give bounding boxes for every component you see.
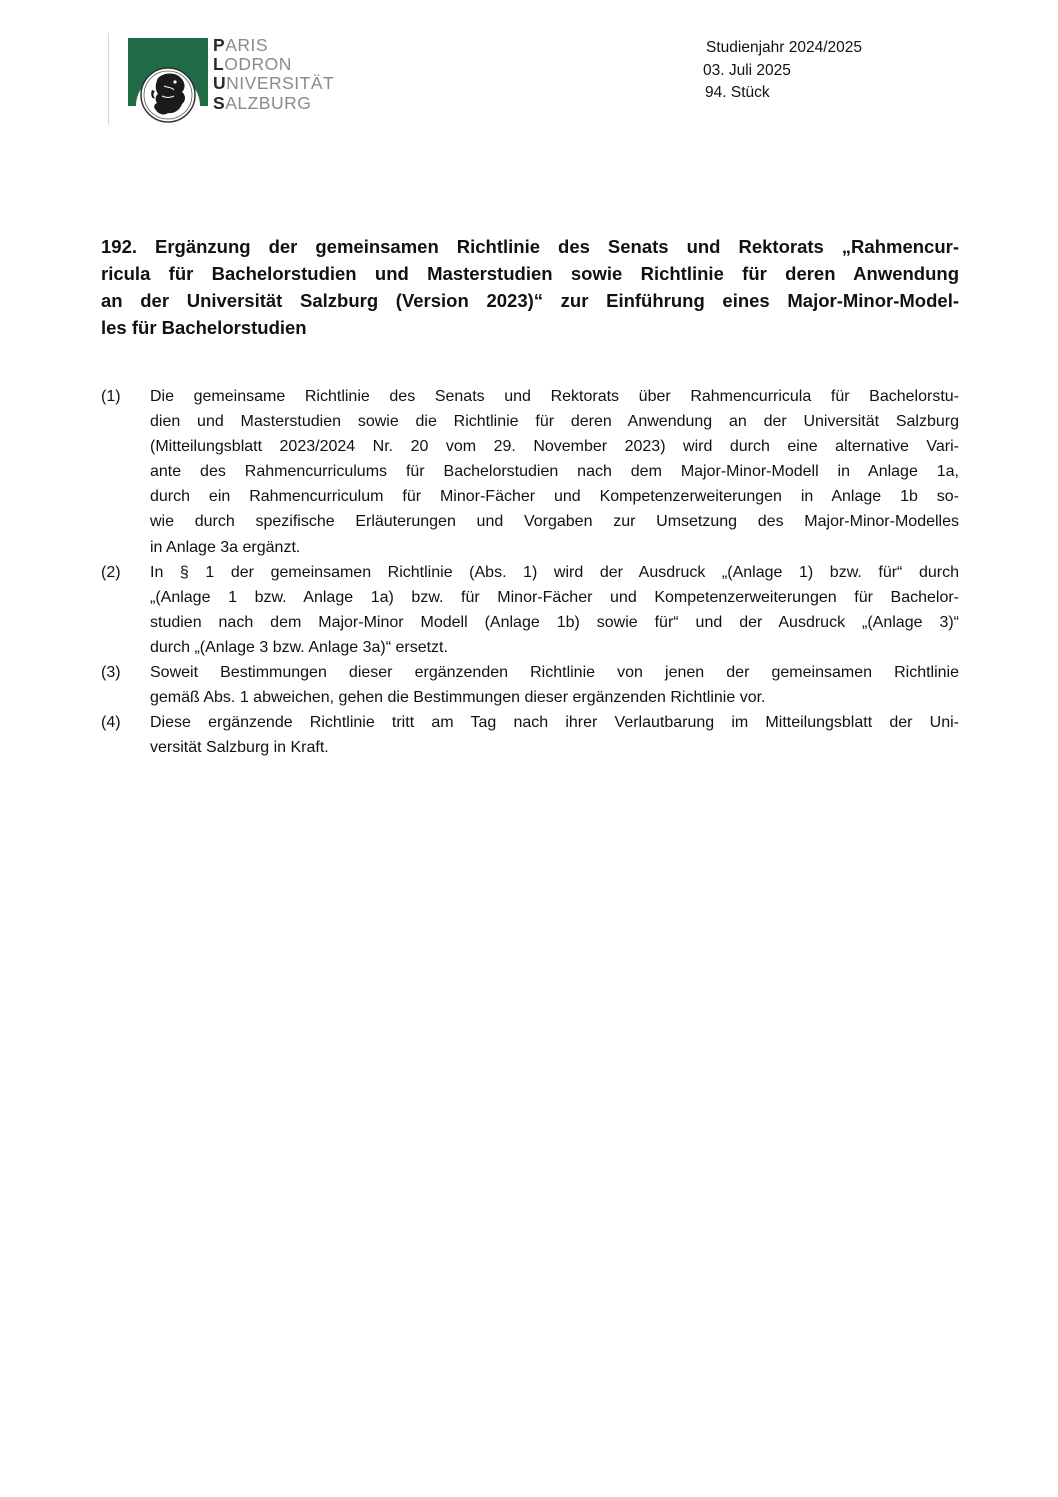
paragraph-number: (2) (101, 563, 121, 581)
academic-year: Studienjahr 2024/2025 (706, 39, 862, 56)
text-line: „(Anlage 1 bzw. Anlage 1a) bzw. für Minor-Fächer und Kompetenzerweiterungen für Bachelor- (150, 588, 959, 606)
text-line: versität Salzburg in Kraft. (150, 739, 329, 757)
text-line: in Anlage 3a ergänzt. (150, 538, 301, 556)
paragraph-2 (101, 560, 959, 660)
text-line: (Mitteilungsblatt 2023/2024 Nr. 20 vom 29. November 2023) wird durch eine alternative Vari- (150, 438, 959, 456)
paragraph-3 (101, 660, 959, 710)
document-title (101, 233, 959, 341)
text-line: In § 1 der gemeinsamen Richtlinie (Abs. 1) wird der Ausdruck „(Anlage 1) bzw. für“ durch (150, 563, 959, 581)
text-line: Die gemeinsame Richtlinie des Senats und Rektorats über Rahmencurricula für Bachelorstu- (150, 388, 959, 405)
issue-date: 03. Juli 2025 (703, 61, 791, 79)
paragraph-number: (1) (101, 388, 121, 405)
title-line: 192. Ergänzung der gemeinsamen Richtlinie des Senats und Rektorats „Rahmencur- (101, 236, 959, 257)
issue-number: 94. Stück (705, 84, 770, 101)
text-line: Soweit Bestimmungen dieser ergänzenden Richtlinie von jenen der gemeinsamen Richtlinie (150, 664, 959, 682)
text-line: studien nach dem Major-Minor Modell (Anlage 1b) sowie für“ und der Ausdruck „(Anlage 3)“ (150, 613, 959, 631)
paragraph-text (150, 660, 959, 710)
text-line: durch ein Rahmencurriculum für Minor-Fächer und Kompetenzerweiterungen in Anlage 1b so- (150, 488, 959, 506)
lion-emblem-icon (128, 38, 208, 123)
logo-divider (108, 33, 109, 125)
paragraph-number: (3) (101, 664, 121, 682)
text-line: ante des Rahmencurriculums für Bachelorstudien nach dem Major-Minor-Modell in Anlage 1a, (150, 463, 959, 481)
text-line: durch „(Anlage 3 bzw. Anlage 3a)“ ersetzt. (150, 638, 448, 656)
paragraph-4 (101, 710, 959, 760)
logo-line-lodron: LODRON (213, 54, 292, 75)
paragraph-list (101, 384, 959, 760)
paragraph-text (150, 560, 959, 660)
logo-wordmark (213, 36, 334, 113)
logo-line-paris: PARIS (213, 35, 269, 55)
paragraph-text (150, 384, 959, 560)
text-line: gemäß Abs. 1 abweichen, gehen die Bestimmungen dieser ergänzenden Richtlinie vor. (150, 689, 766, 707)
logo-line-universitaet: UNIVERSITÄT (213, 73, 335, 94)
title-line: les für Bachelorstudien (101, 317, 307, 338)
text-line: wie durch spezifische Erläuterungen und Vorgaben zur Umsetzung des Major-Minor-Modelles (150, 513, 959, 531)
paragraph-1 (101, 384, 959, 560)
logo-line-salzburg: SALZBURG (213, 92, 312, 113)
text-line: Diese ergänzende Richtlinie tritt am Tag nach ihrer Verlautbarung im Mitteilungsblatt der Uni- (150, 714, 959, 732)
university-logo (108, 33, 344, 125)
title-line: an der Universität Salzburg (Version 2023)“ zur Einführung eines Major-Minor-Model- (101, 290, 959, 311)
title-line: ricula für Bachelorstudien und Masterstudien sowie Richtlinie für deren Anwendung (101, 263, 959, 284)
issue-meta (703, 37, 862, 105)
paragraph-text (150, 710, 959, 760)
paragraph-number: (4) (101, 714, 121, 732)
text-line: dien und Masterstudien sowie die Richtlinie für deren Anwendung an der Universität Salzburg (150, 413, 959, 431)
